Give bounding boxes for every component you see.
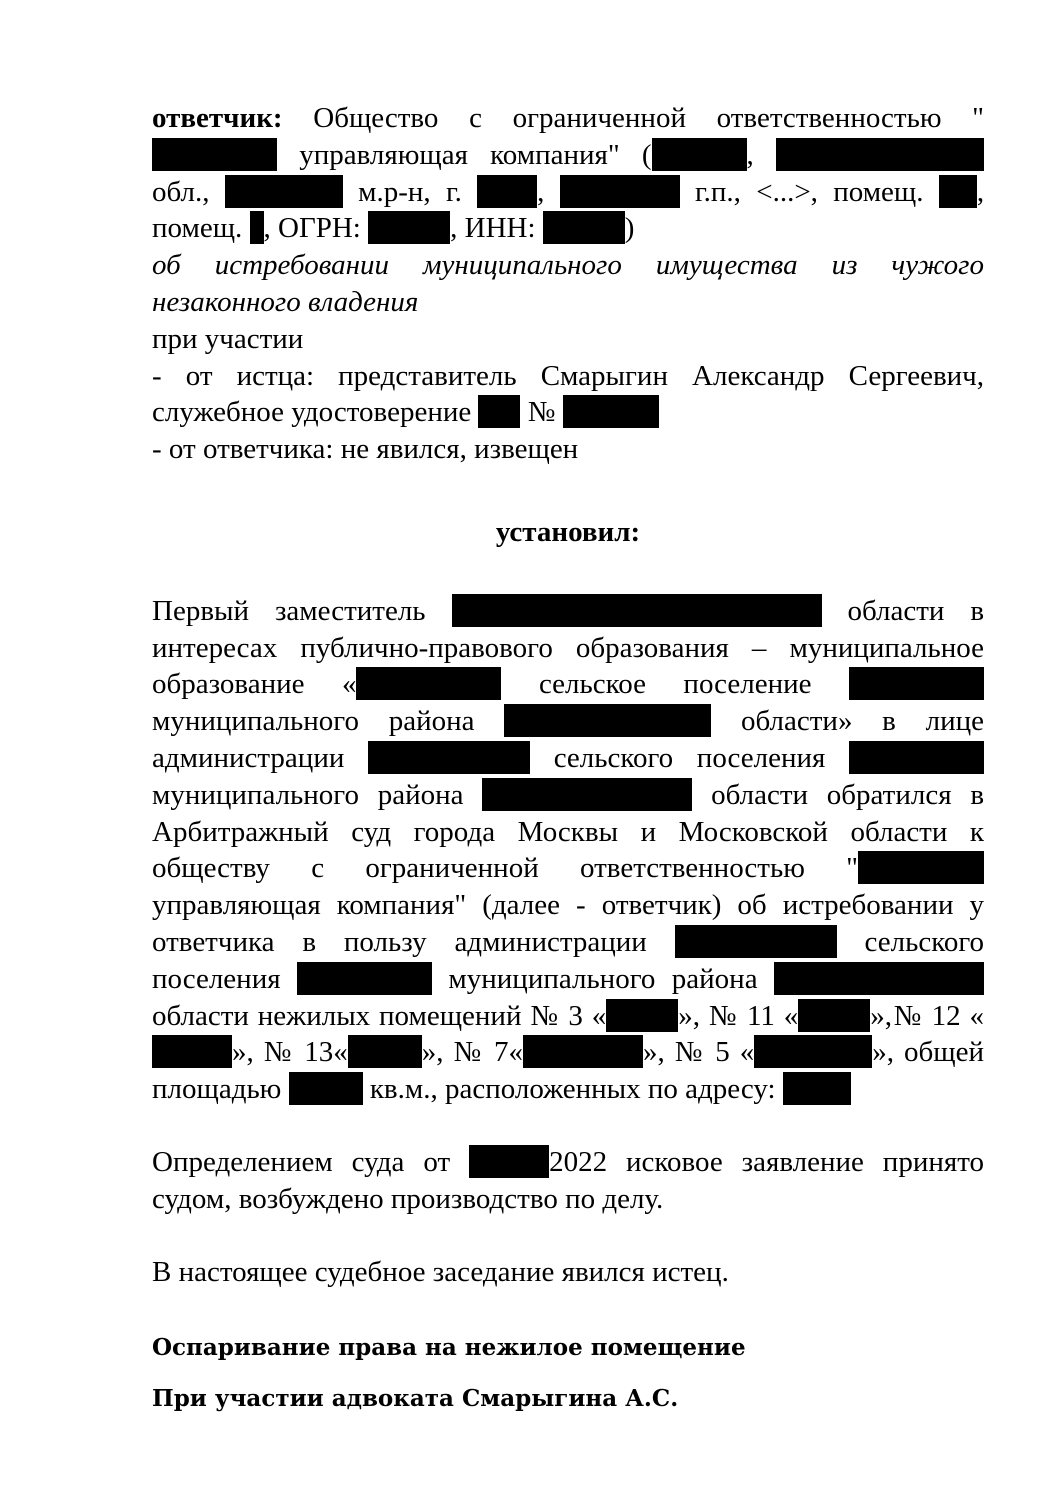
- body-text: Определением суда от: [152, 1145, 451, 1178]
- redaction-box: [452, 594, 822, 627]
- body-text: сельского поселения: [152, 925, 984, 995]
- defendant-inn: , ИНН:: [450, 212, 536, 245]
- defendant-obl: обл.,: [152, 175, 210, 208]
- body-text: управляющая компания" (далее - ответчик) об истребовании у ответчика в пользу администрации: [152, 889, 984, 958]
- redaction-box: [469, 1145, 549, 1178]
- redaction-box: [368, 741, 530, 774]
- plaintiff-representative: - от истца: представитель Смарыгин Александр Сергеевич, служебное удостоверение: [152, 359, 984, 429]
- redaction-box: [543, 211, 625, 244]
- redaction-box: [504, 704, 711, 737]
- body-text: кв.м., расположенных по адресу:: [369, 1073, 776, 1106]
- redaction-box: [478, 395, 520, 428]
- body-text: области обратился в Арбитражный суд города Москвы и Московской области к обществу с ограниченной ответственностью ": [152, 778, 985, 885]
- redaction-box: [774, 962, 984, 995]
- participation-plaintiff: [152, 358, 984, 432]
- body-text: области в интересах публично-правового образования – муниципальное образование «: [152, 594, 985, 701]
- participation-title: при участии: [152, 322, 304, 355]
- defendant-comma: ,: [537, 175, 545, 208]
- defendant-close: ): [624, 212, 635, 245]
- number-sign: №: [527, 396, 556, 429]
- redaction-box: [849, 667, 984, 700]
- defendant-ogrn: , ОГРН:: [263, 212, 361, 245]
- body-text: », № 11 «: [678, 999, 799, 1032]
- defendant-block: [152, 100, 984, 247]
- redaction-box: [250, 211, 264, 244]
- redaction-box: [348, 1035, 422, 1068]
- redaction-box: [356, 667, 501, 700]
- section-heading: установил:: [495, 515, 641, 548]
- footer-line-2: При участии адвоката Смарыгина А.С.: [152, 1385, 679, 1413]
- defendant-label: ответчик:: [152, 102, 283, 134]
- body-text: », № 13«: [232, 1036, 348, 1069]
- redaction-box: [652, 138, 747, 171]
- body-text: области нежилых помещений № 3 «: [152, 999, 607, 1032]
- document-page: [152, 100, 984, 1413]
- redaction-box: [289, 1072, 363, 1105]
- redaction-box: [152, 1035, 232, 1068]
- defendant-comma: ,: [976, 175, 985, 208]
- defendant-pomesh: помещ.: [152, 212, 243, 245]
- body-text: области» в лице администрации: [152, 705, 985, 774]
- defendant-company-type: управляющая компания" (: [299, 138, 652, 171]
- redaction-box: [560, 175, 680, 208]
- defendant-org-prefix: Общество с ограниченной ответственностью ": [313, 102, 985, 134]
- defendant-mrn: м.р-н, г.: [358, 175, 462, 208]
- redaction-box: [368, 211, 450, 244]
- redaction-box: [563, 395, 659, 428]
- body-paragraph-claim: [152, 593, 984, 1108]
- redaction-box: [783, 1072, 851, 1105]
- body-text: муниципального района: [152, 778, 464, 811]
- body-text: », общей площадью: [152, 1036, 985, 1106]
- redaction-box: [858, 851, 984, 884]
- body-paragraph-attendance: В настоящее судебное заседание явился истец.: [152, 1255, 729, 1288]
- redaction-box: [477, 175, 537, 208]
- redaction-box: [754, 1035, 872, 1068]
- body-text: муниципального района: [448, 962, 758, 995]
- redaction-box: [225, 175, 343, 208]
- body-text: », № 7«: [421, 1036, 523, 1069]
- redaction-box: [798, 999, 870, 1032]
- redaction-box: [482, 778, 692, 811]
- body-text: муниципального района: [152, 705, 475, 738]
- body-text: сельское поселение: [538, 668, 812, 701]
- redaction-box: [606, 999, 678, 1032]
- redaction-box: [675, 925, 837, 958]
- participation-defendant: - от ответчика: не явился, извещен: [152, 433, 579, 466]
- body-paragraph-ruling: [152, 1144, 984, 1218]
- redaction-box: [849, 741, 984, 774]
- body-text: Первый заместитель: [152, 594, 426, 627]
- body-text: сельского поселения: [553, 741, 826, 774]
- defendant-comma: ,: [746, 138, 754, 171]
- redaction-box: [523, 1035, 643, 1068]
- footer-line-1: Оспаривание права на нежилое помещение: [152, 1334, 746, 1362]
- redaction-box: [152, 138, 277, 171]
- redaction-box: [939, 175, 977, 208]
- body-text: »,№ 12 «: [870, 999, 985, 1032]
- body-text: 2022 исковое заявление принято судом, возбуждено производство по делу.: [152, 1145, 984, 1215]
- redaction-box: [297, 962, 432, 995]
- body-text: », № 5 «: [643, 1036, 755, 1069]
- redaction-box: [776, 138, 984, 171]
- defendant-gp: г.п., <...>, помещ.: [695, 175, 924, 208]
- case-subject: об истребовании муниципального имущества из чужого незаконного владения: [152, 249, 984, 318]
